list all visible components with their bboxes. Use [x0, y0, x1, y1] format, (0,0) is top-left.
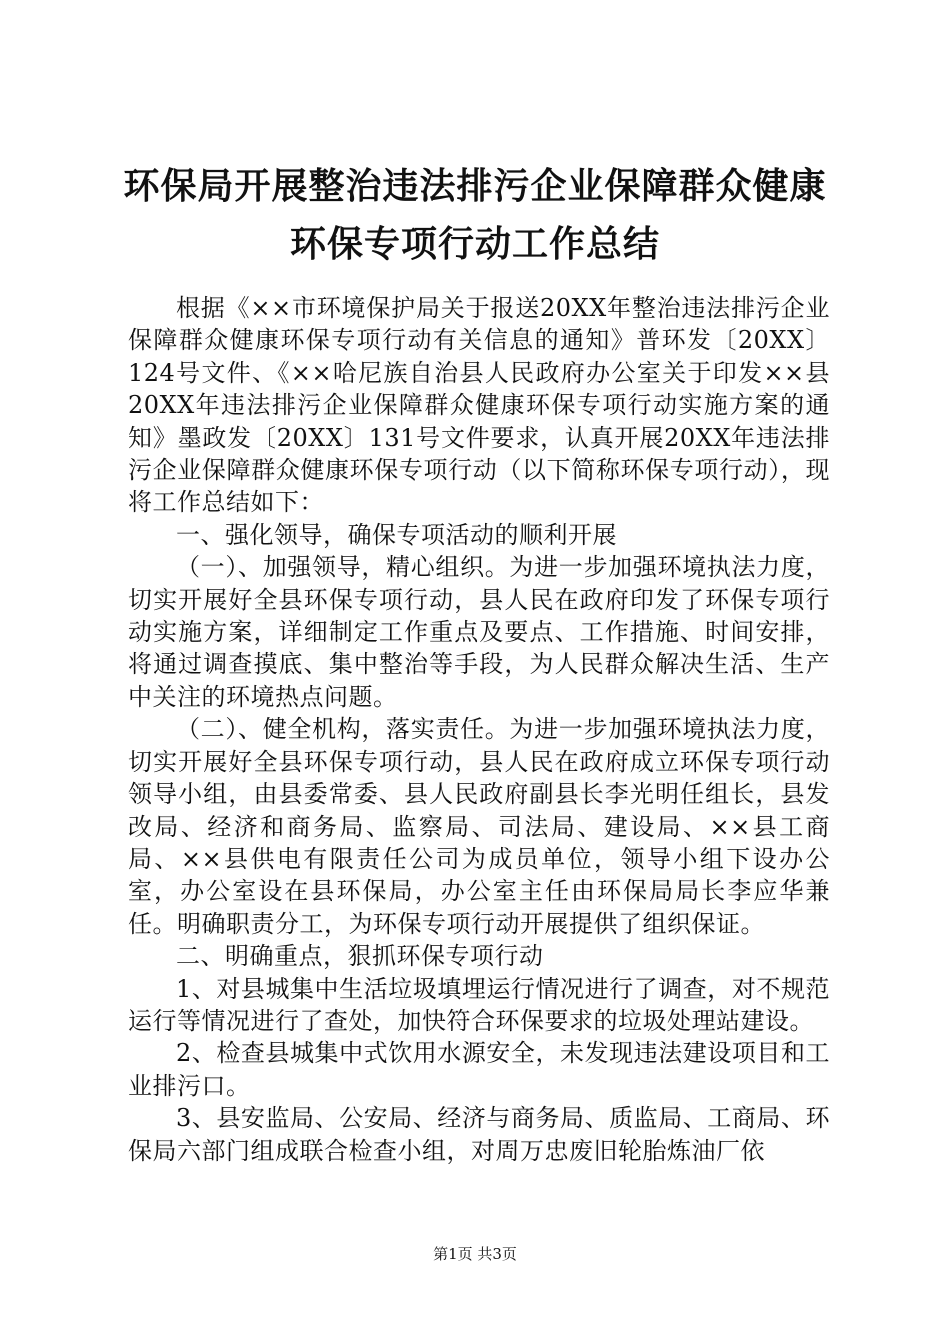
- paragraph-2-2: 2、检查县城集中式饮用水源安全，未发现违法建设项目和工业排污口。: [128, 1039, 830, 1100]
- page-footer: 第1页 共3页: [433, 1245, 517, 1263]
- paragraph-2-3: 3、县安监局、公安局、经济与商务局、质监局、工商局、环保局六部门组成联合检查小组，对周万忠废旧轮胎炼油厂依: [128, 1104, 830, 1165]
- paragraph-intro: 根据《××市环境保护局关于报送20XX年整治违法排污企业保障群众健康环保专项行动有关信息的通知》普环发〔20XX〕124号文件、《××哈尼族自治县人民政府办公室关于印发××县20XX年违法排污企业保障群众健康环保专项行动实施方案的通知》墨政发〔20XX〕131号文件要求，认真开展20XX年违法排污企业保障群众健康环保专项行动（以下简称环保专项行动），现将工作总结如下：: [128, 294, 830, 517]
- paragraph-1-2: （二）、健全机构，落实责任。为进一步加强环境执法力度，切实开展好全县环保专项行动，县人民在政府成立环保专项行动领导小组，由县委常委、县人民政府副县长李光明任组长，县发改局、经济和商务局、监察局、司法局、建设局、××县工商局、××县供电有限责任公司为成员单位，领导小组下设办公室，办公室设在县环保局，办公室主任由环保局局长李应华兼任。明确职责分工，为环保专项行动开展提供了组织保证。: [128, 715, 830, 938]
- paragraph-2-1: 1、对县城集中生活垃圾填埋运行情况进行了调查，对不规范运行等情况进行了查处，加快符合环保要求的垃圾处理站建设。: [128, 974, 830, 1035]
- section-heading-1: 一、强化领导，确保专项活动的顺利开展: [176, 520, 617, 549]
- document-body: [128, 292, 830, 1167]
- paragraph-1-1: （一）、加强领导，精心组织。为进一步加强环境执法力度，切实开展好全县环保专项行动，县人民在政府印发了环保专项行动实施方案，详细制定工作重点及要点、工作措施、时间安排，将通过调查摸底、集中整治等手段，为人民群众解决生活、生产中关注的环境热点问题。: [128, 553, 830, 711]
- section-heading-2: 二、明确重点，狠抓环保专项行动: [176, 942, 544, 971]
- document-title: 环保局开展整治违法排污企业保障群众健康环保专项行动工作总结: [123, 166, 827, 265]
